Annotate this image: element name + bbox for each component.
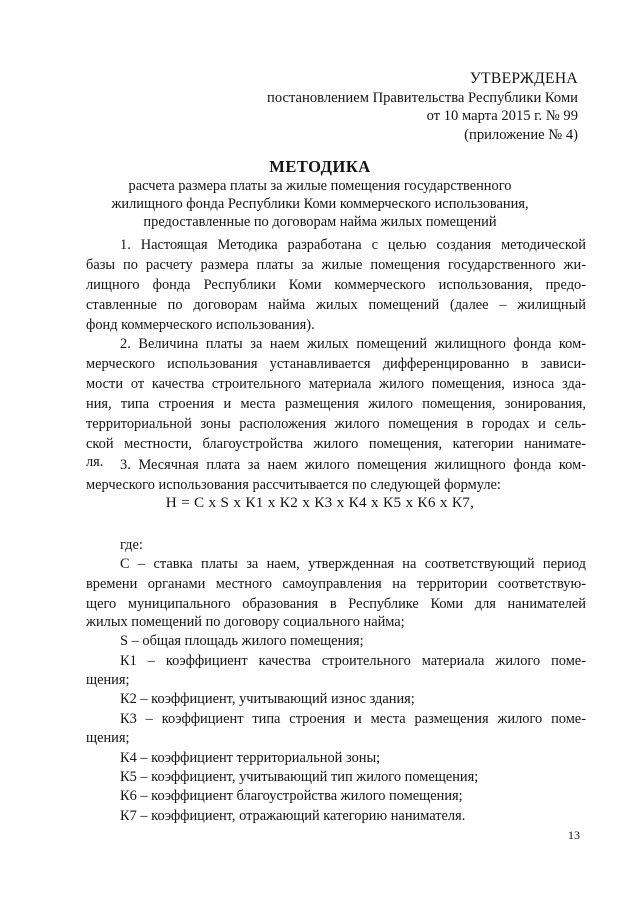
paragraph-2-line: ния, типа строения и места размещения жилого помещения, зонирования, [86,396,586,412]
definition-line: К6 – коэффициент благоустройства жилого помещения; [120,788,463,804]
document-title: МЕТОДИКА [269,157,371,176]
approval-line-1: постановлением Правительства Республики Коми [267,89,578,106]
approval-heading: УТВЕРЖДЕНА [469,70,578,87]
definition-line: К1 – коэффициент качества строительного материала жилого поме- [120,653,586,669]
paragraph-2-line: мости от качества строительного материала жилого помещения, износа зда- [86,376,586,392]
paragraph-2-line: мерческого использования устанавливается дифференцированно в зависи- [86,356,586,372]
paragraph-1-line: ставленные по договорам найма жилых помещений (далее – жилищный [86,297,586,313]
paragraph-1-line: 1. Настоящая Методика разработана с целью создания методической [120,237,586,253]
paragraph-3-line: мерческого использования рассчитывается по следующей формуле: [86,477,501,493]
approval-line-2: от 10 марта 2015 г. № 99 [426,108,578,124]
definition-line: С – ставка платы за наем, утвержденная на соответствующий период [120,556,586,572]
paragraph-2-line: ской местности, благоустройства жилого помещения, категории нанимате- [86,436,586,452]
paragraph-2-line: территориальной зоны расположения жилого помещения в городах и сель- [86,416,586,432]
approval-block [267,70,578,144]
subtitle-line: жилищного фонда Республики Коми коммерческого использования, [111,196,529,213]
definition-line: S – общая площадь жилого помещения; [120,633,364,649]
paragraph-3-line: 3. Месячная плата за наем жилого помещения жилищного фонда ком- [120,457,586,473]
paragraph-2-line: 2. Величина платы за наем жилых помещений жилищного фонда ком- [120,336,586,352]
paragraph-1-line: лищного фонда Республики Коми коммерческого использования, предо- [86,277,586,293]
approval-line-3: (приложение № 4) [464,126,578,143]
definition-line: времени органами местного самоуправления на территории соответствую- [86,576,586,592]
document-subtitle [0,177,640,232]
definition-line: щего муниципального образования в Республике Коми для нанимателей [86,596,586,612]
paragraph-1-line: базы по расчету размера платы за жилые помещения государственного жи- [86,257,586,273]
definition-line: щения; [86,672,130,688]
definition-line: К4 – коэффициент территориальной зоны; [120,750,381,766]
subtitle-line: расчета размера платы за жилые помещения государственного [128,178,512,194]
subtitle-line: предоставленные по договорам найма жилых помещений [143,214,497,231]
where-label: где: [120,537,143,553]
definition-line: щения; [86,730,130,746]
definition-line: жилых помещений по договору социального найма; [86,614,405,630]
definition-line: К7 – коэффициент, отражающий категорию нанимателя. [120,808,466,824]
definition-line: К2 – коэффициент, учитывающий износ здания; [120,691,415,707]
definition-line: К5 – коэффициент, учитывающий тип жилого помещения; [120,769,479,785]
paragraph-1-line: фонд коммерческого использования). [86,317,315,333]
payment-formula: Н = С x S x К1 x К2 x К3 x К4 x К5 x К6 x К7, [165,494,475,511]
paragraph-2-line: ля. [86,454,104,470]
definition-line: К3 – коэффициент типа строения и места размещения жилого поме- [120,711,586,727]
page-number: 13 [568,828,580,842]
